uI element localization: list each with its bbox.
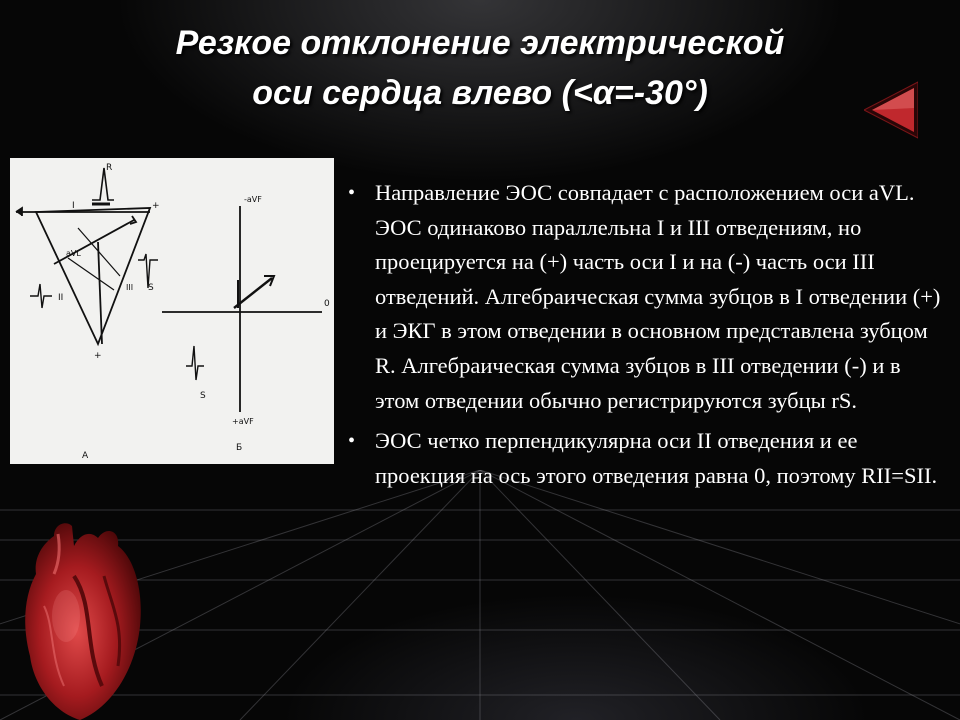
slide-title <box>120 18 840 118</box>
label-zero: 0 <box>324 299 330 309</box>
panel-b-label: Б <box>236 443 243 453</box>
heart-illustration-icon <box>14 516 150 720</box>
label-lead-ii: II <box>58 293 64 303</box>
lead-ii-trace <box>30 284 52 308</box>
bullet-item <box>345 424 945 493</box>
label-plus-bottom: + <box>94 351 102 361</box>
label-avl: aVL <box>66 249 81 258</box>
bullet-item <box>345 176 945 418</box>
label-minus-avf: -aVF <box>244 195 262 204</box>
avf-trace <box>186 346 204 380</box>
label-lead-iii: III <box>126 283 134 292</box>
label-s-avf: S <box>200 391 206 401</box>
ecg-diagram-svg <box>10 158 334 464</box>
label-lead-i: I <box>72 201 75 211</box>
label-plus-avf: +aVF <box>232 417 254 426</box>
ecg-axis-diagram <box>10 158 334 464</box>
center-line <box>98 242 102 344</box>
bullet-text: Направление ЭОС совпадает с расположением оси aVL. ЭОС одинаково параллельна I и III отведениям, но проецируется на (+) часть оси I и на (-) часть оси III отведений. Алгебраическая сумма зубцов в I отведении (+) и ЭКГ в этом отведении в основном представлена зубцом R. Алгебраическая сумма зубцов в III отведении (-) и в этом отведении обычно регистрируются зубцы rS. <box>375 180 941 413</box>
label-plus-right: + <box>152 201 160 211</box>
bullet-text: ЭОС четко перпендикулярна оси II отведения и ее проекция на ось этого отведения равна 0, поэтому RII=SII. <box>375 428 938 488</box>
label-s-right: S <box>148 283 154 293</box>
label-r: R <box>106 163 113 173</box>
title-line-1: Резкое отклонение электрической <box>175 24 785 62</box>
bullet-dot-icon: • <box>348 430 356 453</box>
bullet-dot-icon: • <box>348 182 356 204</box>
triangle-left-icon[interactable] <box>864 78 918 142</box>
title-line-2: оси сердца влево (<α=-30°) <box>252 74 708 112</box>
panel-a-label: А <box>82 451 89 461</box>
bullet-list <box>345 176 945 493</box>
